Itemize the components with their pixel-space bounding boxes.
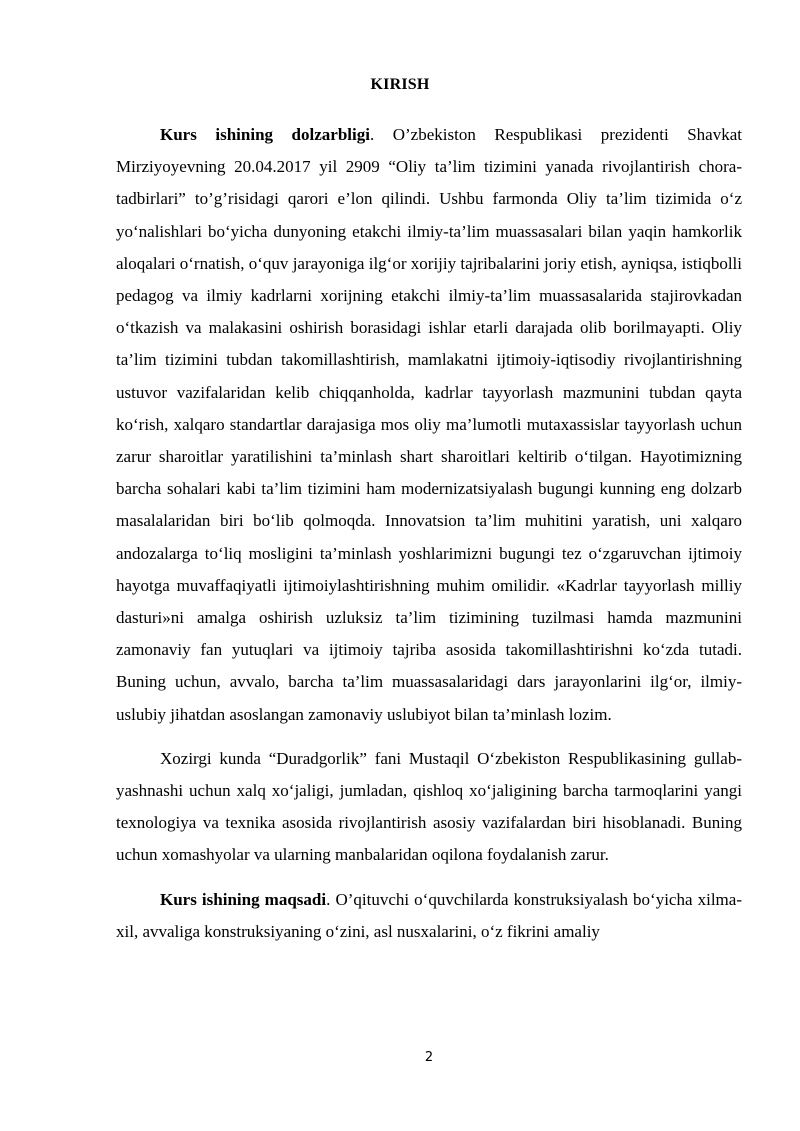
paragraph-lead-relevance: Kurs ishining dolzarbligi bbox=[160, 125, 370, 144]
paragraph-text-carpentry: Xozirgi kunda “Duradgorlik” fani Mustaqil O‘zbekiston Respublikasining gullab-yashnashi uchun xalq xo‘jaligi, jumladan, qishloq xo‘jaligining barcha tarmoqlarini yangi texnologiya va texnika asosida rivojlantirish asosiy vazifalardan biri hisoblanadi. Buning uchun xomashyolar va ularning manbalaridan oqilona foydalanish zarur. bbox=[116, 748, 742, 865]
paragraph-relevance bbox=[116, 119, 742, 731]
paragraph-text-relevance: . O’zbekiston Respublikasi prezidenti Shavkat Mirziyoyevning 20.04.2017 yil 2909 “Oliy ta’lim tizimini yanada rivojlantirish chora-tadbirlari” to’g’risidagi qarori e’lon qilindi. Ushbu farmonda Oliy ta’lim tizimida o‘z yo‘nalishlari bo‘yicha dunyoning etakchi ilmiy-ta’lim muassasalari bilan yaqin hamkorlik aloqalari o‘rnatish, o‘quv jarayoniga ilg‘or xorijiy tajribalarini joriy etish, ayniqsa, istiqbolli pedagog va ilmiy kadrlarni xorijning etakchi ilmiy-ta’lim muassasalarida stajirovkadan o‘tkazish va malakasini oshirish borasidagi ishlar etarli darajada olib borilmayapti. Oliy ta’lim tizimini tubdan takomillashtirish, mamlakatni ijtimoiy-iqtisodiy rivojlantirishning ustuvor vazifalaridan kelib chiqqanholda, kadrlar tayyorlash mazmunini tubdan qayta ko‘rish, xalqaro standartlar darajasiga mos oliy ma’lumotli mutaxassislar tayyorlash uchun zarur sharoitlar yaratilishini ta’minlash shart sharoitlari keltirib o‘tilgan. Hayotimizning barcha sohalari kabi ta’lim tizimini ham modernizatsiyalash bugungi kunning eng dolzarb masalalaridan biri bo‘lib qolmoqda. Innovatsion ta’lim muhitini yaratish, uni xalqaro andozalarga to‘liq mosligini ta’minlash yoshlarimizni bugungi tez o‘zgaruvchan ijtimoiy hayotga muvaffaqiyatli ijtimoiylashtirishning muhim omilidir. «Kadrlar tayyorlash milliy dasturi»ni amalga oshirish uzluksiz ta’lim tizimining tuzilmasi hamda mazmunini zamonaviy fan yutuqlari va ijtimoiy tajriba asosida takomillashtirishni ko‘zda tutadi. Buning uchun, avvalo, barcha ta’lim muassasalaridagi dars jarayonlarini ilg‘or, ilmiy-uslubiy jihatdan asoslangan zamonaviy uslubiyot bilan ta’minlash lozim. bbox=[116, 125, 742, 724]
paragraph-goal bbox=[116, 884, 742, 948]
section-title: KIRISH bbox=[370, 76, 430, 93]
document-body bbox=[116, 119, 742, 948]
paragraph-text-goal: . O’qituvchi o‘quvchilarda konstruksiyalash bo‘yicha xilma-xil, avvaliga konstruksiyaning o‘zini, asl nusxalarini, o‘z fikrini amaliy bbox=[116, 889, 742, 941]
paragraph-carpentry bbox=[116, 743, 742, 872]
page-number: 2 bbox=[424, 1050, 434, 1065]
paragraph-lead-goal: Kurs ishining maqsadi bbox=[160, 889, 327, 909]
